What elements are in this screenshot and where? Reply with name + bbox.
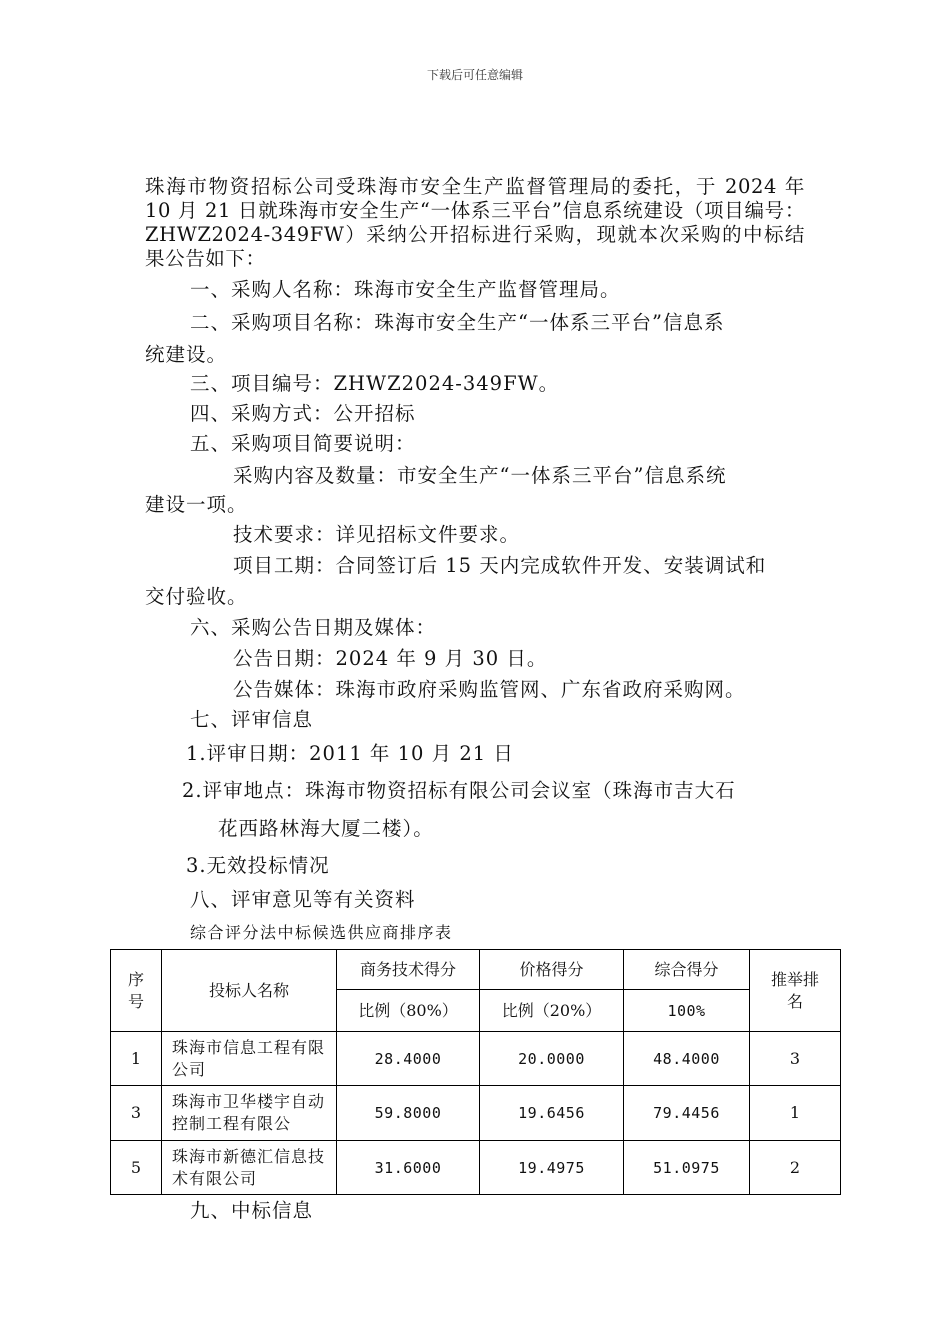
header-total: 综合得分	[624, 950, 750, 990]
header-price-ratio: 比例（20%）	[480, 990, 624, 1032]
section-6: 六、采购公告日期及媒体：	[190, 616, 437, 639]
row-seq: 1	[111, 1032, 162, 1086]
section-2: 二、采购项目名称：珠海市安全生产“一体系三平台”信息系	[190, 311, 725, 334]
section-2-cont: 统建设。	[145, 343, 228, 366]
header-business-ratio: 比例（80%）	[337, 990, 480, 1032]
section-7-place: 2.评审地点：珠海市物资招标有限公司会议室（珠海市吉大石	[182, 779, 736, 802]
row-total: 51.0975	[624, 1141, 750, 1195]
section-5-period-cont: 交付验收。	[145, 585, 248, 608]
row-rank: 3	[750, 1032, 841, 1086]
section-8: 八、评审意见等有关资料	[190, 888, 416, 911]
section-7-date: 1.评审日期：2011 年 10 月 21 日	[186, 742, 514, 765]
row-total: 48.4000	[624, 1032, 750, 1086]
row-rank: 1	[750, 1086, 841, 1141]
row-price: 19.4975	[480, 1141, 624, 1195]
header-name: 投标人名称	[162, 950, 337, 1032]
header-price: 价格得分	[480, 950, 624, 990]
row-seq: 5	[111, 1141, 162, 1195]
row-price: 19.6456	[480, 1086, 624, 1141]
table-row	[111, 1086, 841, 1141]
row-name: 珠海市信息工程有限公司	[162, 1032, 337, 1086]
section-5-content-cont: 建设一项。	[145, 493, 248, 516]
section-5-tech: 技术要求：详见招标文件要求。	[233, 523, 521, 546]
section-9: 九、中标信息	[190, 1199, 314, 1222]
section-6-media: 公告媒体：珠海市政府采购监管网、广东省政府采购网。	[233, 678, 746, 701]
section-6-date: 公告日期：2024 年 9 月 30 日。	[233, 647, 548, 670]
intro-paragraph: 珠海市物资招标公司受珠海市安全生产监督管理局的委托，于 2024 年 10 月 21 日就珠海市安全生产“一体系三平台”信息系统建设（项目编号：ZHWZ2024-349FW）采纳公开招标进行采购，现就本次采购的中标结果公告如下：	[145, 175, 805, 270]
section-4: 四、采购方式：公开招标	[190, 402, 416, 425]
section-5: 五、采购项目简要说明：	[190, 432, 416, 455]
row-name: 珠海市新德汇信息技术有限公司	[162, 1141, 337, 1195]
section-5-content: 采购内容及数量：市安全生产“一体系三平台”信息系统	[233, 464, 727, 487]
section-7-place-cont: 花西路林海大厦二楼）。	[218, 817, 434, 840]
section-7-invalid: 3.无效投标情况	[186, 854, 330, 877]
table-row	[111, 1141, 841, 1195]
header-business: 商务技术得分	[337, 950, 480, 990]
header-total-ratio: 100%	[624, 990, 750, 1032]
page-header: 下载后可任意编辑	[426, 68, 523, 82]
row-business: 59.8000	[337, 1086, 480, 1141]
row-price: 20.0000	[480, 1032, 624, 1086]
section-1: 一、采购人名称：珠海市安全生产监督管理局。	[190, 278, 621, 301]
section-3: 三、项目编号：ZHWZ2024-349FW。	[190, 372, 560, 395]
row-business: 28.4000	[337, 1032, 480, 1086]
row-total: 79.4456	[624, 1086, 750, 1141]
row-name: 珠海市卫华楼宇自动控制工程有限公	[162, 1086, 337, 1141]
ranking-table	[110, 949, 841, 1195]
table-row	[111, 1032, 841, 1086]
row-business: 31.6000	[337, 1141, 480, 1195]
header-seq: 序号	[111, 950, 162, 1032]
section-7: 七、评审信息	[190, 708, 314, 731]
table-caption: 综合评分法中标候选供应商排序表	[190, 923, 453, 942]
section-5-period: 项目工期：合同签订后 15 天内完成软件开发、安装调试和	[233, 554, 767, 577]
header-rank: 推举排名	[750, 950, 841, 1032]
row-rank: 2	[750, 1141, 841, 1195]
row-seq: 3	[111, 1086, 162, 1141]
